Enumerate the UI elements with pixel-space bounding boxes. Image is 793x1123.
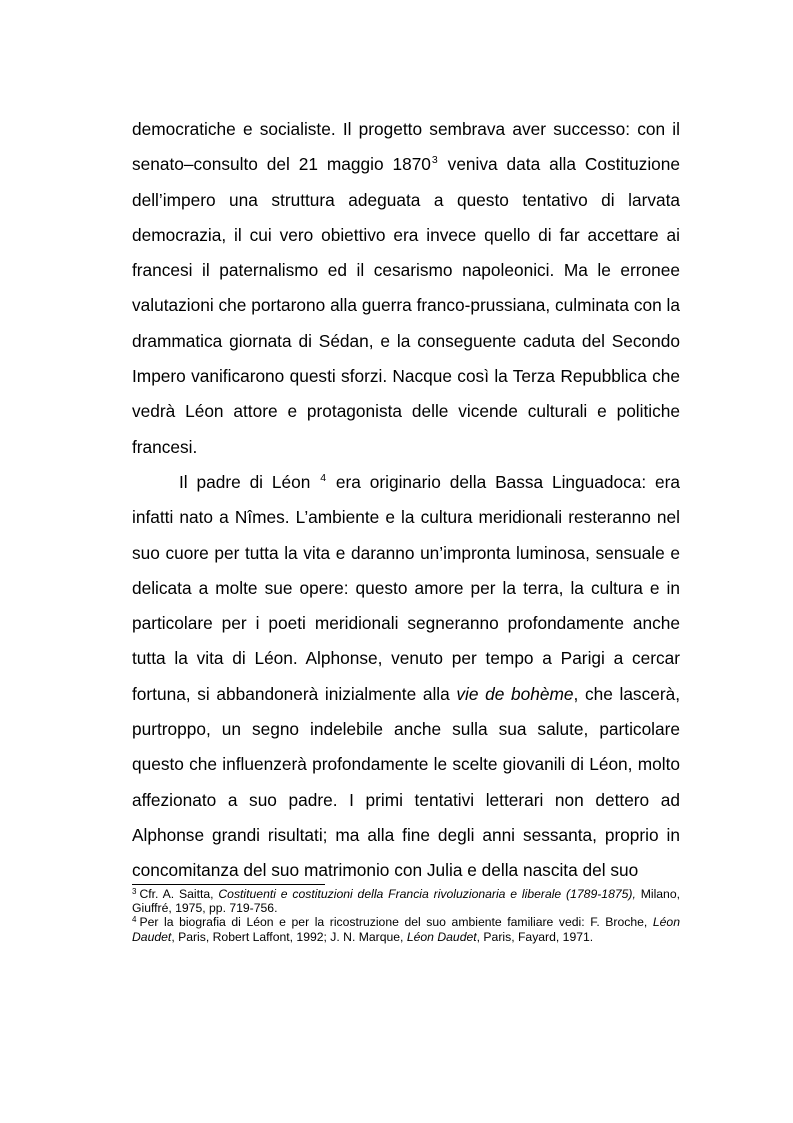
paragraph-2-text-a: Il padre di Léon [179, 471, 320, 492]
paragraph-2 [132, 465, 680, 889]
footnote-3 [132, 887, 680, 915]
footnotes [132, 887, 680, 944]
footnote-3-text-b: Milano, Giuffré, 1975, pp. 719-756. [132, 887, 680, 916]
footnote-4-number: 4 [132, 915, 137, 925]
paragraph-1-text-a: democratiche e socialiste. Il progetto sembrava aver successo: con il senato–consulto del 21 maggio 1870 [132, 119, 680, 175]
footnote-4-italic-b: Léon Daudet [406, 929, 477, 944]
footnote-separator [132, 884, 325, 885]
paragraph-2-text-c: , che lascerà, purtroppo, un segno indelebile anche sulla sua salute, particolare questo che influenzerà profondamente le scelte giovanili di Léon, molto affezionato a suo padre. I primi tentativi letterari non dettero ad Alphonse grandi risultati; ma alla fine degli anni sessanta, proprio in concomitanza del suo matrimonio con Julia e della nascita del suo [132, 683, 680, 881]
footnote-ref-4[interactable]: 4 [320, 472, 327, 485]
footnote-3-italic: Costituenti e costituzioni della Francia rivoluzionaria e liberale (1789-1875), [218, 887, 636, 901]
paragraph-1-text-b: veniva data alla Costituzione dell’impero una struttura adeguata a questo tentativo di larvata democrazia, il cui vero obiettivo era invece quello di far accettare ai francesi il paternalismo ed il cesarismo napoleonici. Ma le erronee valutazioni che portarono alla guerra franco-prussiana, culminata con la drammatica giornata di Sédan, e la conseguente caduta del Secondo Impero vanificarono questi sforzi. Nacque così la Terza Repubblica che vedrà Léon attore e protagonista delle vicende culturali e politiche francesi. [132, 154, 680, 457]
footnote-4 [132, 915, 680, 943]
footnote-4-text-c: , Paris, Fayard, 1971. [476, 929, 594, 944]
footnote-ref-3[interactable]: 3 [431, 154, 438, 167]
paragraph-2-text-b: era originario della Bassa Linguadoca: era infatti nato a Nîmes. L’ambiente e la cultura meridionali resteranno nel suo cuore per tutta la vita e daranno un’impronta luminosa, sensuale e delicata a molte sue opere: questo amore per la terra, la cultura e in particolare per i poeti meridionali segneranno profondamente anche tutta la vita di Léon. Alphonse, venuto per tempo a Parigi a cercar fortuna, si abbandonerà inizialmente alla [132, 471, 680, 704]
paragraph-2-italic: vie de bohème [456, 683, 574, 704]
paragraph-1 [132, 112, 680, 465]
main-text [132, 112, 680, 889]
footnote-3-number: 3 [132, 886, 137, 896]
footnote-4-text-a: Per la biografia di Léon e per la ricostruzione del suo ambiente familiare vedi: F. Broche, [139, 915, 653, 930]
footnote-4-italic-a: Léon Daudet [132, 915, 680, 944]
footnote-3-text-a: Cfr. A. Saitta, [139, 887, 219, 901]
footnote-4-text-b: , Paris, Robert Laffont, 1992; J. N. Marque, [171, 929, 407, 944]
